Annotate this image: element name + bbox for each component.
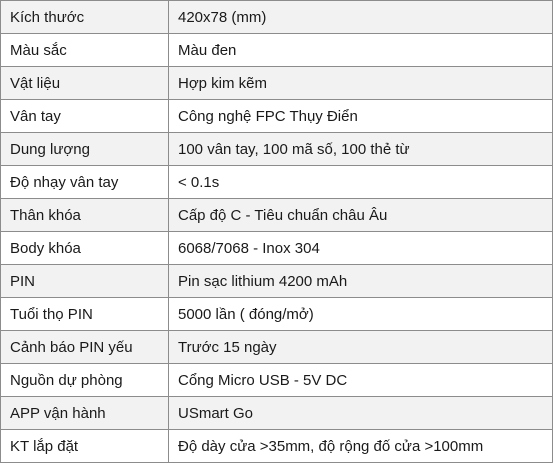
table-row xyxy=(1,34,553,67)
row-label: Kích thước xyxy=(1,1,169,34)
row-label: PIN xyxy=(1,265,169,298)
row-label: Cảnh báo PIN yếu xyxy=(1,331,169,364)
table-row xyxy=(1,331,553,364)
row-label: Thân khóa xyxy=(1,199,169,232)
table-row xyxy=(1,67,553,100)
table-row xyxy=(1,100,553,133)
row-label: Body khóa xyxy=(1,232,169,265)
row-value: Cấp độ C - Tiêu chuẩn châu Âu xyxy=(169,199,553,232)
table-row xyxy=(1,133,553,166)
row-label: KT lắp đặt xyxy=(1,430,169,463)
row-value: USmart Go xyxy=(169,397,553,430)
table-row xyxy=(1,199,553,232)
row-label: Độ nhạy vân tay xyxy=(1,166,169,199)
row-value: 100 vân tay, 100 mã số, 100 thẻ từ xyxy=(169,133,553,166)
row-value: 420x78 (mm) xyxy=(169,1,553,34)
row-value: Trước 15 ngày xyxy=(169,331,553,364)
row-label: Tuổi thọ PIN xyxy=(1,298,169,331)
row-value: Hợp kim kẽm xyxy=(169,67,553,100)
row-value: 5000 lần ( đóng/mở) xyxy=(169,298,553,331)
row-label: Dung lượng xyxy=(1,133,169,166)
row-label: Nguồn dự phòng xyxy=(1,364,169,397)
row-label: Vật liệu xyxy=(1,67,169,100)
row-value: Độ dày cửa >35mm, độ rộng đố cửa >100mm xyxy=(169,430,553,463)
row-label: APP vận hành xyxy=(1,397,169,430)
table-row xyxy=(1,298,553,331)
row-value: Cổng Micro USB - 5V DC xyxy=(169,364,553,397)
row-value: Màu đen xyxy=(169,34,553,67)
table-row xyxy=(1,430,553,463)
row-value: < 0.1s xyxy=(169,166,553,199)
table-row xyxy=(1,265,553,298)
table-row xyxy=(1,166,553,199)
row-value: Công nghệ FPC Thụy Điển xyxy=(169,100,553,133)
row-label: Vân tay xyxy=(1,100,169,133)
table-row xyxy=(1,1,553,34)
row-label: Màu sắc xyxy=(1,34,169,67)
table-row xyxy=(1,232,553,265)
row-value: 6068/7068 - Inox 304 xyxy=(169,232,553,265)
row-value: Pin sạc lithium 4200 mAh xyxy=(169,265,553,298)
table-row xyxy=(1,364,553,397)
table-row xyxy=(1,397,553,430)
